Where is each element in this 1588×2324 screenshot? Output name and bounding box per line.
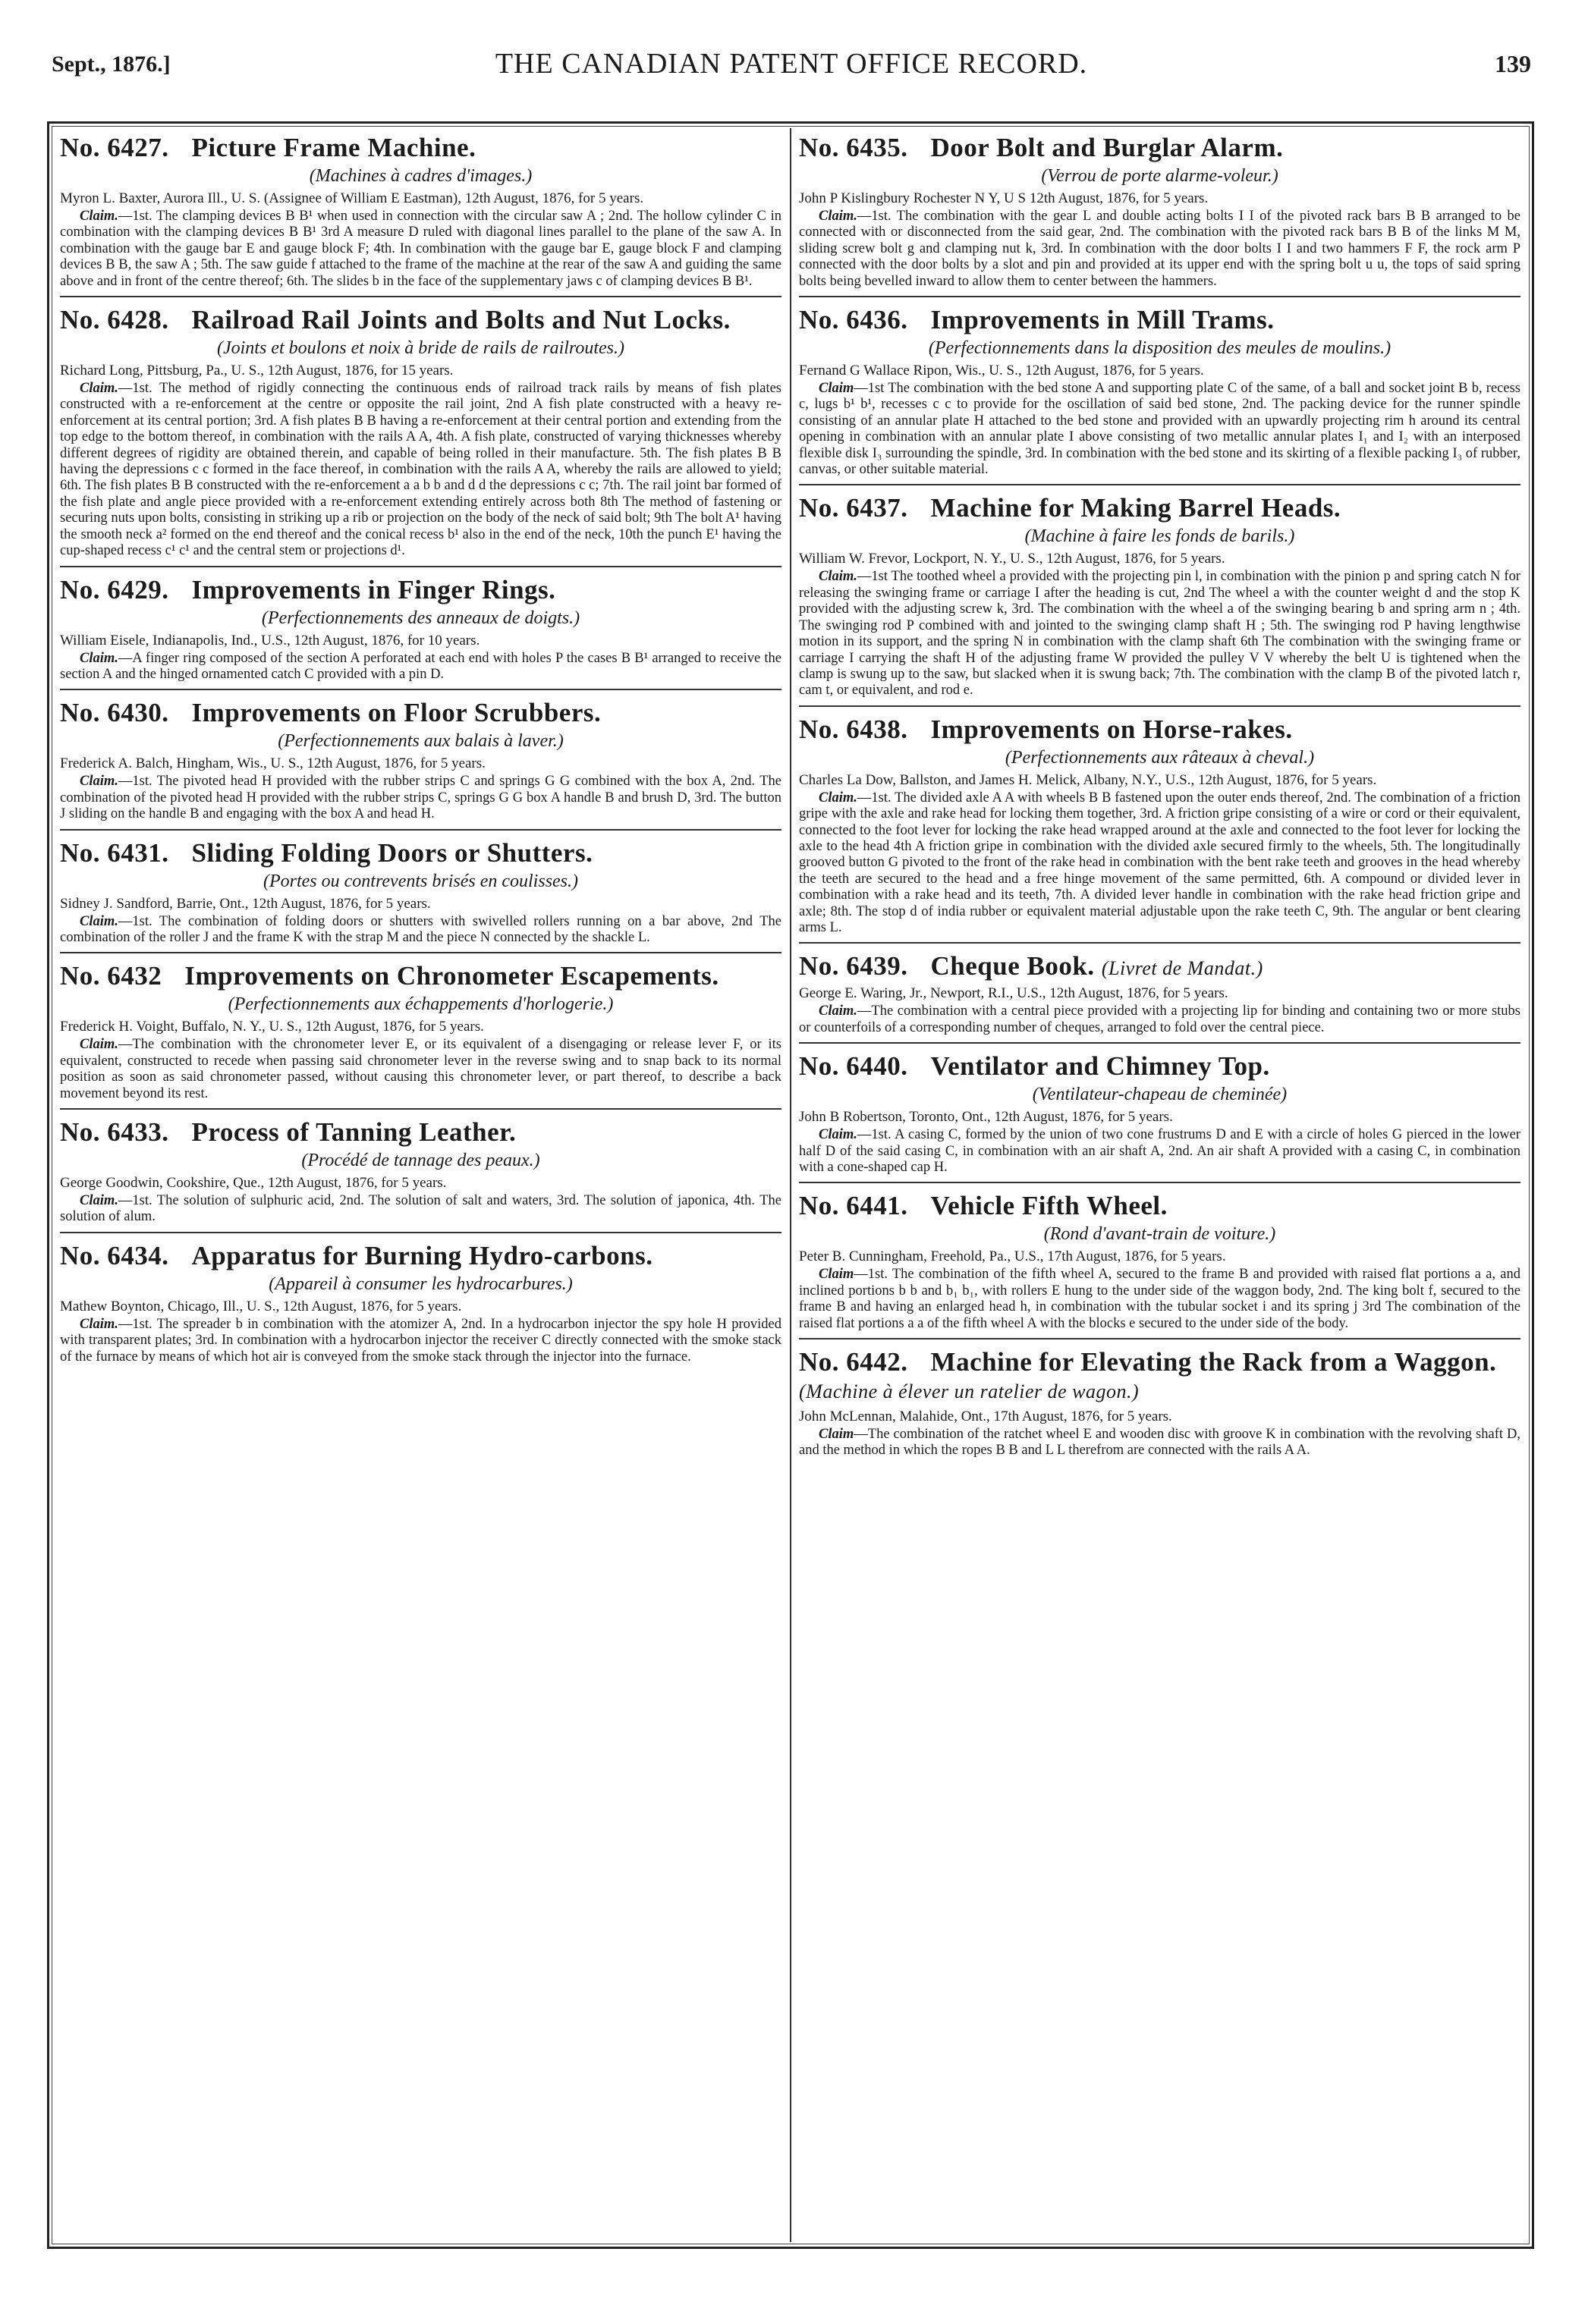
patent-title: Door Bolt and Burglar Alarm. <box>930 133 1284 162</box>
patent-inventor: John McLennan, Malahide, Ont., 17th August, 1876, for 5 years. <box>799 1409 1172 1425</box>
claim-label: Claim. <box>819 209 857 224</box>
claim-label: Claim. <box>819 1127 857 1143</box>
patent-translation: (Machines à cadres d'images.) <box>309 166 533 186</box>
patent-translation: (Machine à élever un ratelier de wagon.) <box>799 1380 1140 1403</box>
claim-text: —1st. The method of rigidly connecting the continuous ends of railroad track rails by means of fish plates constructed with a re-enforcement at the centre or opposite the rail joint, 2nd A fish plate constructed with a heavy re-enforcement at its central portion; 3rd. A fish plates B B having a re-enforcement at their central portion and extending from the top edge to the bottom thereof, in combination with the rails A A, 4th. A fish plate, constructed of varying thicknesses whereby different degrees of rigidity are obtained therein, and capable of being rolled in their manufacture. 5th. The fish plates B B having the depressions c c formed in the face thereof, in combination with the rails A A, whereby the rails are allowed to yield; 6th. The fish plates B B constructed with the re-enforcement a a b b and d d the depressions c c; 7th. The rail joint bar formed of the fish plate and angle piece provided with a re-enforcement extending entirely across both 8th The method of fastening or securing nuts upon bolts, consisting in striking up a rib or projection on the body of the neck of said bolt; 9th The bolt A¹ having the smooth neck a² formed on the end thereof and the conical recess b¹ also in the end of the neck, 10th the punch E¹ having the cup-shaped recess c¹ c¹ and the central stem or projections d¹. <box>60 381 781 559</box>
patent-title: Vehicle Fifth Wheel. <box>930 1191 1168 1221</box>
patent-claim <box>60 774 781 822</box>
claim-text: —The combination with a central piece provided with a projecting lip for binding and containing two or more stubs or counterfoils of a corresponding number of cheques, arranged to fold over the central piece. <box>799 1003 1520 1035</box>
patent-heading <box>60 699 781 727</box>
patent-number: No. 6428. <box>60 305 169 335</box>
patent-title: Machine for Elevating the Rack from a Waggon. <box>930 1347 1497 1377</box>
patent-claim <box>799 1267 1520 1332</box>
patent-number: No. 6440. <box>799 1051 908 1082</box>
claim-text: —1st. A casing C, formed by the union of two cone frustrums D and E with a circle of holes G pierced in the lower half D of the said casing C, in combination with an air shaft A, 2nd. An air shaft A provided with a casing C, in combination with a cone-shaped cap H. <box>799 1127 1520 1175</box>
claim-label: Claim. <box>80 381 118 397</box>
patent-entry <box>60 1116 781 1233</box>
claim-label: Claim. <box>819 1003 857 1019</box>
patent-claim <box>60 1037 781 1102</box>
patent-title: Sliding Folding Doors or Shutters. <box>191 837 593 868</box>
patent-number: No. 6442. <box>799 1347 908 1377</box>
claim-label: Claim. <box>80 913 118 929</box>
left-column <box>60 131 781 2239</box>
patent-title: Improvements on Horse-rakes. <box>930 714 1293 744</box>
patent-title: Improvements in Finger Rings. <box>191 574 556 605</box>
patent-inventor: Peter B. Cunningham, Freehold, Pa., U.S., 17th August, 1876, for 5 years. <box>799 1248 1226 1265</box>
patent-heading <box>799 716 1520 743</box>
patent-inventor: Sidney J. Sandford, Barrie, Ont., 12th August, 1876, for 5 years. <box>60 895 431 912</box>
patent-heading <box>60 1116 781 1147</box>
patent-inventor: Myron L. Baxter, Aurora Ill., U. S. (Assignee of William E Eastman), 12th August, 1876, for 5 years. <box>60 190 644 206</box>
patent-inventor: William Eisele, Indianapolis, Ind., U.S., 12th August, 1876, for 10 years. <box>60 632 480 649</box>
patent-title: Picture Frame Machine. <box>191 133 476 162</box>
claim-label: Claim. <box>80 209 118 224</box>
patent-translation: (Ventilateur-chapeau de cheminée) <box>1032 1085 1288 1105</box>
claim-text: —1st. The clamping devices B B¹ when used in connection with the circular saw A ; 2nd. The hollow cylinder C in combination with the clamping devices B B¹ 3rd A measure D ruled with diagonal lines parallel to the plane of the saw A. In combination with the gauge bar E and gauge block F; 4th. In combination with the gauge bar E, gauge block F and clamping devices B B, the saw A ; 5th. The saw guide f attached to the frame of the machine at the rear of the saw A and guiding the same above and in front of the centre thereof; 6th. The slides b in the face of the supplementary jaws c of clamping devices B B¹. <box>60 209 781 289</box>
patent-translation: (Machine à faire les fonds de barils.) <box>1024 526 1295 547</box>
patent-title: Cheque Book. <box>930 951 1095 981</box>
patent-number: No. 6436. <box>799 305 908 335</box>
patent-number: No. 6432 <box>60 961 162 991</box>
patent-heading <box>799 134 1520 162</box>
patent-heading <box>60 306 781 334</box>
patent-number: No. 6438. <box>799 714 908 744</box>
patent-heading <box>60 963 781 990</box>
patent-translation: (Perfectionnements dans la disposition des meules de moulins.) <box>928 338 1391 359</box>
patent-heading <box>60 134 781 162</box>
patent-claim <box>60 381 781 559</box>
claim-text: —1st The toothed wheel a provided with the projecting pin l, in combination with the pinion p and spring catch N for releasing the swinging frame or carriage I after the heading is cut, 2nd The wheel a with the counter weight d and the stop K provided with the adjusting screw k, 3rd. The combination with the wheel a of the swinging bearing b and spring arm n ; 4th. The swinging rod P combined with and jointed to the swinging clamp shaft H ; 5th. The swinging rod P having lengthwise motion in its support, and the spring N in combination with the clamp shaft 6th The combination with the swinging frame or carriage I carrying the shaft H of the adjusting frame W provided the pulley V V whereby the belt U is tightened when the clamp is swung up to the saw, but slacked when it is swung back; 7th. The combination with the clamp B of the pivoted latch r, cam t, or equivalent, and rod e. <box>799 569 1520 699</box>
patent-number: No. 6429. <box>60 574 169 605</box>
patent-claim <box>799 790 1520 937</box>
claim-label: Claim. <box>80 650 118 666</box>
patent-translation: (Appareil à consumer les hydrocarbures.) <box>269 1273 573 1294</box>
patent-entry <box>60 576 781 691</box>
claim-label: Claim. <box>80 1037 118 1053</box>
page-number: 139 <box>1495 50 1531 77</box>
patent-heading <box>799 953 1520 982</box>
patent-entry <box>799 1349 1520 1459</box>
patent-translation: (Rond d'avant-train de voiture.) <box>1043 1224 1276 1245</box>
claim-text: —1st The combination with the bed stone A and supporting plate C of the same, of a ball and socket joint B b, recess c, lugs b¹ b¹, recesses c c to provide for the oscillation of said bed stone, 2nd. The packing device for the runner spindle consisting of an annular plate H attached to the bed stone and provided with an upwardly projecting rim h around its central opening in combination with an annular plate I above consisting of two metallic annular plates I₁ and I₂ with an interposed flexible disk I₃ surrounding the spindle, 3rd. In combination with the bed stone and its skirting of a flexible packing I₃ of rubber, canvas, or other suitable material. <box>799 381 1520 478</box>
claim-label: Claim. <box>819 569 857 585</box>
patent-entry <box>60 837 781 954</box>
patent-title: Railroad Rail Joints and Bolts and Nut Locks. <box>191 305 731 335</box>
patent-inventor: Mathew Boynton, Chicago, Ill., U. S., 12th August, 1876, for 5 years. <box>60 1298 462 1314</box>
patent-entry <box>60 134 781 297</box>
claim-label: Claim. <box>80 1316 118 1332</box>
patent-inventor: Charles La Dow, Ballston, and James H. Melick, Albany, N.Y., U.S., 12th August, 1876, for 5 years. <box>799 771 1377 788</box>
patent-heading <box>799 1349 1520 1405</box>
claim-text: —1st. The spreader b in combination with the atomizer A, 2nd. In a hydrocarbon injector the spy hole H provided with transparent plates; 3rd. In combination with a hydrocarbon injector the receiver C directly connected with the smoke stack of the furnace by means of which hot air is conveyed from the smoke stack through the injector into the furnace. <box>60 1316 781 1365</box>
patent-translation: (Perfectionnements aux balais à laver.) <box>278 731 564 752</box>
patent-heading <box>799 495 1520 522</box>
patent-translation: (Joints et boulons et noix à bride de rails de railroutes.) <box>216 338 625 359</box>
patent-entry <box>799 1053 1520 1183</box>
patent-translation: (Livret de Mandat.) <box>1101 957 1263 980</box>
patent-heading <box>799 1192 1520 1220</box>
patent-inventor: John B Robertson, Toronto, Ont., 12th August, 1876, for 5 years. <box>799 1109 1173 1126</box>
patent-number: No. 6439. <box>799 951 908 981</box>
page-frame <box>47 121 1534 2249</box>
patent-title: Machine for Making Barrel Heads. <box>930 493 1341 523</box>
patent-entry <box>60 963 781 1110</box>
claim-label: Claim <box>819 381 854 397</box>
patent-inventor: Frederick A. Balch, Hingham, Wis., U. S., 12th August, 1876, for 5 years. <box>60 755 486 772</box>
patent-title: Ventilator and Chimney Top. <box>930 1051 1270 1082</box>
patent-claim <box>799 209 1520 290</box>
patent-entry <box>799 134 1520 297</box>
patent-claim <box>60 1317 781 1365</box>
patent-number: No. 6434. <box>60 1240 169 1270</box>
patent-entry <box>799 716 1520 944</box>
patent-heading <box>60 837 781 868</box>
patent-inventor: Fernand G Wallace Ripon, Wis., U. S., 12th August, 1876, for 5 years. <box>799 363 1204 379</box>
patent-claim <box>799 569 1520 699</box>
column-divider <box>790 128 791 2242</box>
patent-heading <box>799 1053 1520 1080</box>
patent-claim <box>60 651 781 683</box>
patent-translation: (Portes ou contrevents brisés en coulisses.) <box>263 871 579 891</box>
patent-entry <box>60 1242 781 1365</box>
claim-text: —1st. The combination of the fifth wheel A, secured to the frame B and provided with raised flat portions a a, and inclined portions b b and b₁ b₁, with rollers E hung to the under side of the waggon body, 2nd. The king bolt f, secured to the frame B and having an enlarged head h, in combination with the tubular socket i and its spring j 3rd The combination of the raised flat portions a a of the fifth wheel A with the blocks e secured to the under side of the body. <box>799 1267 1520 1331</box>
patent-claim <box>799 1003 1520 1036</box>
patent-title: Process of Tanning Leather. <box>191 1116 517 1147</box>
claim-label: Claim <box>819 1427 854 1443</box>
patent-inventor: Frederick H. Voight, Buffalo, N. Y., U. S., 12th August, 1876, for 5 years. <box>60 1019 484 1035</box>
patent-inventor: William W. Frevor, Lockport, N. Y., U. S., 12th August, 1876, for 5 years. <box>799 551 1225 567</box>
claim-text: —A finger ring composed of the section A perforated at each end with holes P the cases B B¹ arranged to receive the section A and the hinged ornamented catch C provided with a pin D. <box>60 650 781 682</box>
claim-text: —1st. The combination of folding doors or shutters with swivelled rollers running on a bar above, 2nd The combination of the roller J and the frame K with the strap M and the piece N connected by the shackle L. <box>60 913 781 945</box>
patent-entry <box>60 699 781 830</box>
patent-entry <box>799 495 1520 706</box>
patent-number: No. 6427. <box>60 133 169 162</box>
patent-translation: (Perfectionnements des anneaux de doigts.) <box>261 608 580 628</box>
patent-claim <box>60 209 781 290</box>
patent-inventor: George E. Waring, Jr., Newport, R.I., U.S., 12th August, 1876, for 5 years. <box>799 985 1228 1002</box>
patent-entry <box>799 1192 1520 1339</box>
patent-title: Improvements on Chronometer Escapements. <box>184 961 719 991</box>
patent-claim <box>799 1127 1520 1176</box>
page-header <box>52 46 1531 91</box>
patent-number: No. 6431. <box>60 837 169 868</box>
patent-translation: (Verrou de porte alarme-voleur.) <box>1041 166 1278 186</box>
claim-text: —The combination with the chronometer lever E, or its equivalent of a disengaging or release lever F, or its equivalent, constructed to recede when passing said chronometer lever in the reverse swing and to snap back to its normal position as soon as said chronometer passed, without causing this chronometer lever, or part thereof, to describe a back movement beyond its rest. <box>60 1037 781 1101</box>
claim-label: Claim <box>819 1267 854 1283</box>
patent-number: No. 6435. <box>799 133 908 162</box>
patent-title: Improvements in Mill Trams. <box>930 305 1275 335</box>
patent-inventor: George Goodwin, Cookshire, Que., 12th August, 1876, for 5 years. <box>60 1174 447 1191</box>
patent-entry <box>60 306 781 567</box>
patent-translation: (Procédé de tannage des peaux.) <box>301 1150 540 1170</box>
patent-claim <box>60 914 781 947</box>
patent-heading <box>60 1242 781 1270</box>
issue-date: Sept., 1876.] <box>52 52 171 77</box>
claim-text: —1st. The pivoted head H provided with the rubber strips C and springs G G combined with the box A, 2nd. The combination of the pivoted head H provided with the rubber strips C, springs G G box A handle B and brush D, 3rd. The button J sliding on the handle B and engaging with the box A and head H. <box>60 774 781 822</box>
patent-claim <box>799 1427 1520 1459</box>
patent-number: No. 6430. <box>60 698 169 728</box>
patent-heading <box>799 306 1520 334</box>
patent-claim <box>799 381 1520 478</box>
patent-entry <box>799 306 1520 485</box>
patent-inventor: Richard Long, Pittsburg, Pa., U. S., 12th August, 1876, for 15 years. <box>60 363 454 379</box>
claim-text: —1st. The divided axle A A with wheels B B fastened upon the outer ends thereof, 2nd. The combination of a friction gripe with the axle and rake head for locking them together, 3rd. A friction gripe consisting of a wire or cord or their equivalent, connected to the foot lever for locking the rake head wrapped around at the axle and connected to the foot lever for locking the axle to the head 4th A friction gripe in combination with the divided axle secured firmly to the wheels, 5th. The longitudinally grooved button G pivoted to the front of the rake head in combination with the bent rake teeth and grooves in the head whereby the teeth are secured to the head and a free hinge movement of the same permitted, 6th. A compound or divided lever in combination with a rake head and its teeth, 7th. A divided lever handle in combination with the rake head friction gripe and axle; 8th. The stop d of india rubber or equivalent material adjustable upon the rake teeth C, 9th. The angular or bent clearing arms L. <box>799 790 1520 935</box>
patent-number: No. 6433. <box>60 1116 169 1147</box>
claim-label: Claim. <box>80 774 118 790</box>
patent-title: Improvements on Floor Scrubbers. <box>191 698 602 728</box>
patent-translation: (Perfectionnements aux échappements d'horlogerie.) <box>228 994 614 1015</box>
patent-claim <box>60 1193 781 1226</box>
claim-text: —1st. The solution of sulphuric acid, 2nd. The solution of salt and waters, 3rd. The solution of japonica, 4th. The solution of alum. <box>60 1192 781 1225</box>
patent-title: Apparatus for Burning Hydro-carbons. <box>191 1240 653 1270</box>
claim-label: Claim. <box>819 790 857 806</box>
patent-translation: (Perfectionnements aux râteaux à cheval.) <box>1005 747 1315 768</box>
right-column <box>799 131 1520 2239</box>
patent-inventor: John P Kislingbury Rochester N Y, U S 12th August, 1876, for 5 years. <box>799 190 1209 206</box>
patent-entry <box>799 953 1520 1044</box>
claim-text: —1st. The combination with the gear L and double acting bolts I I of the pivoted rack bars B B arranged to be connected with or disconnected from the said gear, 2nd. The combination with the pivoted rack bars B B of the links M M, sliding screw bolt g and clamping nut k, 3rd. In combination with the door bolts I I and two hammers F F, the rock arm P connected with the door bolts by a slot and pin and provided at its upper end with the spring bolt u u, the tops of said spring bolts being bevelled inward to allow them to center between the hammers. <box>799 209 1520 289</box>
claim-label: Claim. <box>80 1192 118 1208</box>
claim-text: —The combination of the ratchet wheel E and wooden disc with groove K in combination with the revolving shaft D, and the method in which the ropes B B and L L therefrom are connected with the rails A A. <box>799 1427 1520 1459</box>
patent-heading <box>60 576 781 604</box>
patent-number: No. 6437. <box>799 493 908 523</box>
patent-number: No. 6441. <box>799 1191 908 1221</box>
publication-title: THE CANADIAN PATENT OFFICE RECORD. <box>495 48 1088 80</box>
